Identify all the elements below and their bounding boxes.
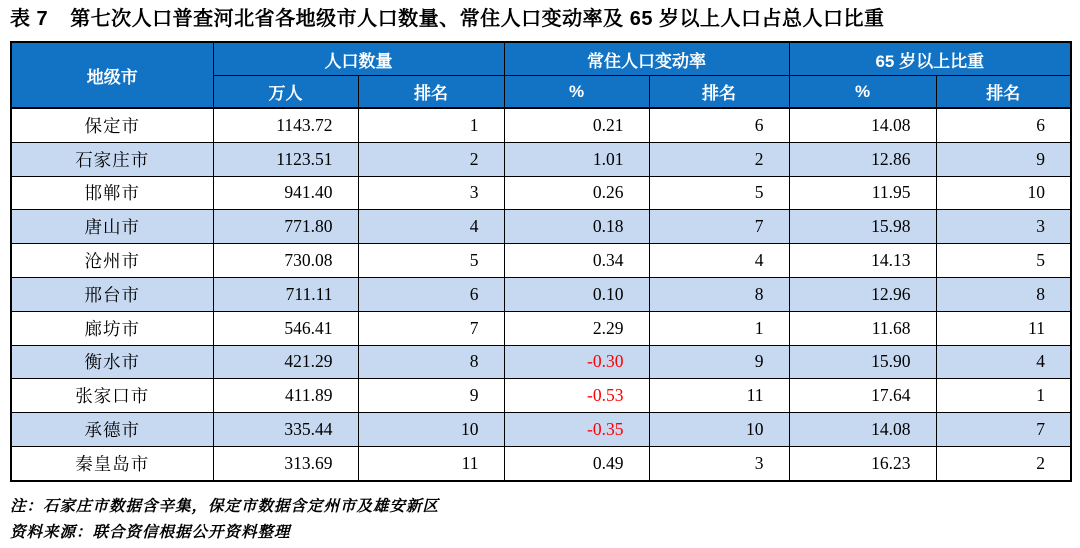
cell-change-pct [504,210,649,244]
cell-population-rank [358,176,504,210]
cell-population-wan [213,244,358,278]
cell-value: 730.08 [284,250,333,271]
table-row [11,108,1071,142]
note-line: 注：石家庄市数据含辛集，保定市数据含定州市及雄安新区 [10,498,440,515]
cell-population-rank [358,379,504,413]
cell-value: 6 [469,283,479,304]
cell-change-rank [649,311,789,345]
cell-population-rank [358,210,504,244]
table-notes [10,494,1070,546]
table-title-text: 第七次人口普查河北省各地级市人口数量、常住人口变动率及 65 岁以上人口占总人口比重 [70,8,885,30]
cell-value: 0.49 [592,452,624,473]
header-population-unit: 万人 [213,76,358,109]
cell-change-pct [504,413,649,447]
cell-value: 9 [469,385,479,406]
cell-change-rank [649,413,789,447]
cell-value: 15.90 [871,351,911,372]
cell-population-wan [213,345,358,379]
cell-value: 411.89 [285,385,333,406]
cell-value: 2 [1036,452,1046,473]
cell-value: 11.95 [871,182,911,203]
table-body [11,108,1071,481]
cell-elderly-pct [789,446,936,480]
header-change-group: 常住人口变动率 [504,42,789,76]
cell-city: 保定市 [11,108,213,142]
header-change-rank: 排名 [649,76,789,109]
table-title [10,6,1076,32]
cell-value: 10 [1027,182,1046,203]
cell-value: 16.23 [871,452,911,473]
census-table [10,41,1072,482]
cell-value: 3 [469,182,479,203]
cell-city: 唐山市 [11,210,213,244]
cell-city: 廊坊市 [11,311,213,345]
cell-value: 2.29 [592,317,624,338]
cell-population-rank [358,277,504,311]
cell-value: 6 [754,114,764,135]
cell-population-wan [213,379,358,413]
cell-elderly-pct [789,345,936,379]
cell-elderly-pct [789,210,936,244]
cell-value: 0.34 [592,250,624,271]
cell-elderly-pct [789,311,936,345]
table-row [11,142,1071,176]
table-row [11,379,1071,413]
table-row [11,413,1071,447]
cell-population-wan [213,277,358,311]
cell-elderly-rank [936,311,1071,345]
cell-value: 4 [1036,351,1046,372]
cell-value: 546.41 [284,317,333,338]
cell-value: 8 [469,351,479,372]
cell-change-pct [504,446,649,480]
cell-population-wan [213,142,358,176]
cell-elderly-pct [789,244,936,278]
header-population-rank: 排名 [358,76,504,109]
cell-elderly-rank [936,210,1071,244]
cell-value: 0.18 [592,216,624,237]
cell-value: 421.29 [284,351,333,372]
cell-city: 沧州市 [11,244,213,278]
cell-value: 1143.72 [276,114,333,135]
table-row [11,277,1071,311]
cell-value: 6 [1036,114,1046,135]
cell-value: 2 [469,148,479,169]
cell-population-wan [213,210,358,244]
header-population-group: 人口数量 [213,42,504,76]
cell-elderly-pct [789,379,936,413]
cell-elderly-pct [789,176,936,210]
table-row [11,176,1071,210]
cell-value: 0.21 [592,114,624,135]
cell-population-wan [213,311,358,345]
cell-change-pct [504,244,649,278]
cell-elderly-rank [936,108,1071,142]
cell-value: 335.44 [284,419,333,440]
header-city: 地级市 [11,42,213,108]
header-elderly-rank: 排名 [936,76,1071,109]
cell-elderly-rank [936,413,1071,447]
cell-value: 711.11 [285,283,333,304]
cell-change-pct [504,142,649,176]
cell-change-rank [649,446,789,480]
header-change-pct: % [504,76,649,109]
cell-value: 9 [754,351,764,372]
cell-value: 11 [1028,317,1046,338]
cell-change-rank [649,210,789,244]
cell-change-pct [504,345,649,379]
cell-city: 邯郸市 [11,176,213,210]
cell-city: 石家庄市 [11,142,213,176]
cell-value: 12.86 [871,148,911,169]
cell-value: 771.80 [284,216,333,237]
cell-elderly-pct [789,413,936,447]
cell-value: 14.13 [871,250,911,271]
cell-value: -0.30 [587,351,624,372]
cell-value: 8 [1036,283,1046,304]
cell-value: 8 [754,283,764,304]
cell-value: 5 [469,250,479,271]
cell-value: 14.08 [871,419,911,440]
source-line: 资料来源：联合资信根据公开资料整理 [10,524,291,541]
cell-population-rank [358,108,504,142]
cell-elderly-rank [936,244,1071,278]
cell-city: 邢台市 [11,277,213,311]
cell-change-pct [504,108,649,142]
cell-value: 313.69 [284,452,333,473]
cell-population-wan [213,176,358,210]
cell-value: 1 [1036,385,1046,406]
cell-change-rank [649,379,789,413]
cell-change-rank [649,108,789,142]
cell-change-pct [504,277,649,311]
cell-value: -0.35 [587,419,624,440]
cell-city: 秦皇岛市 [11,446,213,480]
cell-value: 12.96 [871,283,911,304]
cell-value: 10 [746,419,764,440]
cell-change-rank [649,176,789,210]
cell-population-rank [358,244,504,278]
cell-elderly-rank [936,345,1071,379]
cell-value: 1 [469,114,479,135]
cell-population-rank [358,142,504,176]
cell-elderly-pct [789,277,936,311]
cell-value: -0.53 [587,385,624,406]
cell-value: 941.40 [284,182,333,203]
table-row [11,311,1071,345]
cell-value: 3 [754,452,764,473]
cell-value: 11 [746,385,764,406]
cell-value: 7 [469,317,479,338]
cell-value: 3 [1036,216,1046,237]
cell-change-rank [649,244,789,278]
cell-change-rank [649,142,789,176]
cell-value: 4 [754,250,764,271]
cell-value: 5 [1036,250,1046,271]
cell-elderly-pct [789,142,936,176]
cell-city: 衡水市 [11,345,213,379]
cell-population-rank [358,413,504,447]
cell-value: 10 [461,419,479,440]
header-group-row [11,42,1071,76]
table-row [11,210,1071,244]
table-row [11,446,1071,480]
cell-value: 15.98 [871,216,911,237]
cell-elderly-rank [936,277,1071,311]
cell-change-rank [649,345,789,379]
cell-population-wan [213,413,358,447]
cell-value: 5 [754,182,764,203]
cell-population-rank [358,345,504,379]
cell-change-rank [649,277,789,311]
cell-elderly-rank [936,142,1071,176]
cell-population-rank [358,311,504,345]
cell-value: 14.08 [871,114,911,135]
cell-elderly-rank [936,176,1071,210]
cell-value: 9 [1036,148,1046,169]
cell-population-wan [213,108,358,142]
cell-value: 1 [754,317,764,338]
cell-change-pct [504,176,649,210]
cell-value: 4 [469,216,479,237]
cell-change-pct [504,379,649,413]
table-header [11,42,1071,108]
table-row [11,244,1071,278]
cell-value: 0.10 [592,283,624,304]
table-number: 表 7 [10,8,49,30]
cell-value: 17.64 [871,385,911,406]
cell-value: 1123.51 [276,148,333,169]
cell-value: 11.68 [871,317,911,338]
cell-population-rank [358,446,504,480]
cell-elderly-rank [936,379,1071,413]
cell-value: 7 [754,216,764,237]
cell-population-wan [213,446,358,480]
cell-value: 0.26 [592,182,624,203]
cell-city: 承德市 [11,413,213,447]
cell-elderly-pct [789,108,936,142]
cell-change-pct [504,311,649,345]
cell-value: 7 [1036,419,1046,440]
cell-value: 2 [754,148,764,169]
cell-elderly-rank [936,446,1071,480]
header-elderly-group: 65 岁以上比重 [789,42,1071,76]
cell-value: 11 [461,452,479,473]
cell-value: 1.01 [592,148,624,169]
table-row [11,345,1071,379]
cell-city: 张家口市 [11,379,213,413]
header-elderly-pct: % [789,76,936,109]
